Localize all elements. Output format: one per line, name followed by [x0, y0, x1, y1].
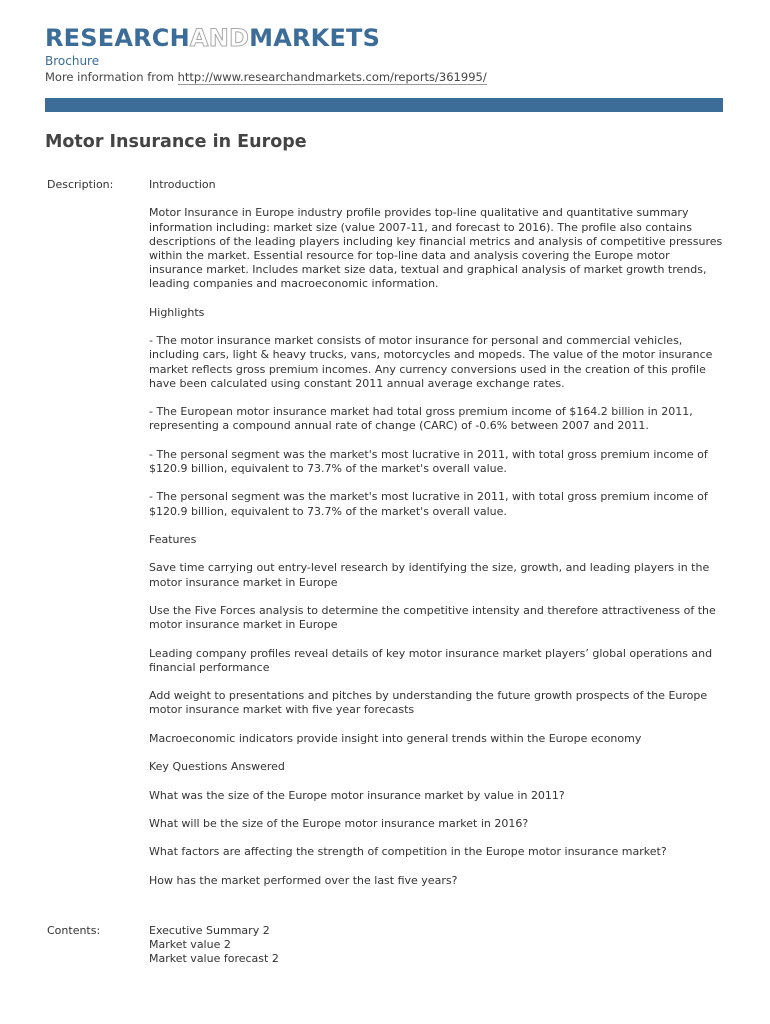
contents-item: Market value forecast 2 [149, 952, 279, 966]
logo-research: RESEARCH [45, 24, 190, 52]
description-paragraph: Features [149, 532, 197, 546]
description-paragraph: - The personal segment was the market's most lucrative in 2011, with total gross premium income of $120.9 billion, equivalent to 73.7% of the market's overall value. [149, 447, 708, 475]
description-paragraph: Add weight to presentations and pitches by understanding the future growth prospects of the Europe motor insurance market with five year forecasts [149, 689, 708, 717]
logo-markets: MARKETS [249, 24, 381, 52]
description-paragraph: Macroeconomic indicators provide insight into general trends within the Europe economy [149, 731, 642, 745]
description-paragraph: - The European motor insurance market had total gross premium income of $164.2 billion in 2011, representing a compound annual rate of change (CARC) of -0.6% between 2007 and 2011. [149, 405, 693, 433]
description-body [149, 178, 724, 902]
description-paragraph: Leading company profiles reveal details of key motor insurance market players’ global operations and financial performance [149, 646, 713, 674]
logo-and: AND [189, 24, 250, 52]
contents-item: Market value 2 [149, 938, 231, 952]
description-paragraph: What factors are affecting the strength of competition in the Europe motor insurance market? [149, 845, 667, 859]
description-paragraph: Motor Insurance in Europe industry profile provides top-line qualitative and quantitative summary information including: market size (value 2007-11, and forecast to 2016). The profile also contains descriptions of the leading players including key financial metrics and analysis of competitive pressures within the market. Essential resource for top-line data and analysis covering the Europe motor insurance market. Includes market size data, textual and graphical analysis of market growth trends, leading companies and macroeconomic information. [149, 206, 723, 291]
description-paragraph: - The motor insurance market consists of motor insurance for personal and commercial vehicles, including cars, light & heavy trucks, vans, motorcycles and mopeds. The value of the motor insurance market reflects gross premium incomes. Any currency conversions used in the creation of this profile have been calculated using constant 2011 annual average exchange rates. [149, 334, 713, 390]
description-paragraph: Introduction [149, 178, 216, 191]
more-info-line [45, 70, 487, 85]
header-divider-bar [45, 98, 723, 112]
contents-list [149, 924, 724, 967]
description-paragraph: How has the market performed over the last five years? [149, 873, 458, 887]
contents-label: Contents: [47, 924, 101, 937]
page-title: Motor Insurance in Europe [45, 132, 307, 152]
report-link[interactable]: http://www.researchandmarkets.com/reports/361995/ [177, 70, 487, 84]
description-paragraph: What was the size of the Europe motor insurance market by value in 2011? [149, 788, 565, 802]
more-info-prefix: More information from [45, 70, 178, 84]
brochure-label: Brochure [45, 54, 100, 68]
description-paragraph: Save time carrying out entry-level research by identifying the size, growth, and leading players in the motor insurance market in Europe [149, 561, 710, 589]
contents-item: Executive Summary 2 [149, 924, 270, 937]
description-paragraph: Key Questions Answered [149, 760, 285, 774]
description-paragraph: What will be the size of the Europe motor insurance market in 2016? [149, 816, 529, 830]
brand-logo [45, 24, 380, 52]
description-paragraph: Highlights [149, 305, 205, 319]
description-paragraph: - The personal segment was the market's most lucrative in 2011, with total gross premium income of $120.9 billion, equivalent to 73.7% of the market's overall value. [149, 490, 708, 518]
description-paragraph: Use the Five Forces analysis to determine the competitive intensity and therefore attractiveness of the motor insurance market in Europe [149, 603, 716, 632]
description-label: Description: [47, 178, 114, 191]
